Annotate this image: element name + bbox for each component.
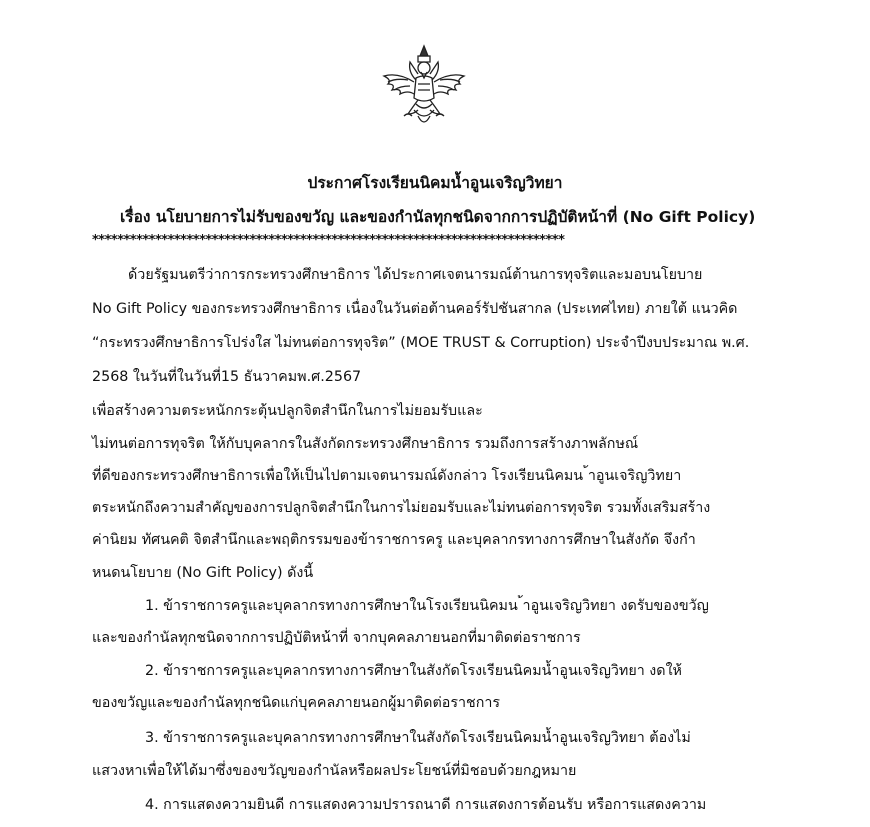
body-line: ที่ดีของกระทรวงศึกษาธิการเพื่อให้เป็นไปตามเจตนารมณ์ดังกล่าว โรงเรียนนิคมน ้าอูนเจริญวิทยา [92, 468, 682, 484]
body-line: ด้วยรัฐมนตรีว่าการกระทรวงศึกษาธิการ ได้ประกาศเจตนารมณ์ต้านการทุจริตและมอบนโยบาย [128, 267, 703, 283]
body-line: 2568 ในวันที่ในวันที่15 ธันวาคมพ.ศ.2567 [92, 369, 362, 385]
body-line: “กระทรวงศึกษาธิการโปร่งใส ไม่ทนต่อการทุจริต” (MOE TRUST & Corruption) ประจำปีงบประมาณ พ.ศ. [92, 335, 750, 351]
announcement-subject: เรื่อง นโยบายการไม่รับของขวัญ และของกำนัลทุกชนิดจากการปฏิบัติหน้าที่ (No Gift Policy) [120, 208, 756, 226]
announcement-title: ประกาศโรงเรียนนิคมน้ำอูนเจริญวิทยา [307, 174, 563, 192]
policy-item-3-line-1: 3. ข้าราชการครูและบุคลากรทางการศึกษาในสังกัดโรงเรียนนิคมน้ำอูนเจริญวิทยา ต้องไม่ [145, 730, 691, 746]
policy-item-2-line-2: ของขวัญและของกำนัลทุกชนิดแก่บุคคลภายนอกผู้มาติดต่อราชการ [92, 695, 501, 711]
garuda-emblem-icon [378, 42, 470, 132]
policy-item-1-line-2: และของกำนัลทุกชนิดจากการปฏิบัติหน้าที่ จากบุคคลภายนอกที่มาติดต่อราชการ [92, 630, 581, 646]
policy-item-3-line-2: แสวงหาเพื่อให้ได้มาซึ่งของขวัญของกำนัลหรือผลประโยชน์ที่มิชอบด้วยกฎหมาย [92, 763, 577, 779]
body-line: No Gift Policy ของกระทรวงศึกษาธิการ เนื่องในวันต่อต้านคอร์รัปชันสากล (ประเทศไทย) ภายใต้ แนวคิด [92, 301, 738, 317]
policy-item-4-line-1: 4. การแสดงความยินดี การแสดงความปรารถนาดี การแสดงการต้อนรับ หรือการแสดงความ [145, 797, 707, 813]
policy-item-2-line-1: 2. ข้าราชการครูและบุคลากรทางการศึกษาในสังกัดโรงเรียนนิคมน้ำอูนเจริญวิทยา งดให้ [145, 663, 682, 679]
body-line: ตระหนักถึงความสำคัญของการปลูกจิตสำนึกในการไม่ยอมรับและไม่ทนต่อการทุจริต รวมทั้งเสริมสร้าง [92, 500, 711, 516]
body-line: ไม่ทนต่อการทุจริต ให้กับบุคลากรในสังกัดกระทรวงศึกษาธิการ รวมถึงการสร้างภาพลักษณ์ [92, 436, 639, 452]
body-line: เพื่อสร้างความตระหนักกระตุ้นปลูกจิตสำนึกในการไม่ยอมรับและ [92, 403, 483, 419]
body-line: หนดนโยบาย (No Gift Policy) ดังนี้ [92, 565, 314, 581]
body-line: ค่านิยม ทัศนคติ จิตสำนึกและพฤติกรรมของข้าราชการครู และบุคลากรทางการศึกษาในสังกัด จึงกำ [92, 532, 696, 548]
policy-item-1-line-1: 1. ข้าราชการครูและบุคลากรทางการศึกษาในโรงเรียนนิคมน ้าอูนเจริญวิทยา งดรับของขวัญ [145, 598, 709, 614]
separator-line: *************************************************************************** [92, 233, 565, 248]
